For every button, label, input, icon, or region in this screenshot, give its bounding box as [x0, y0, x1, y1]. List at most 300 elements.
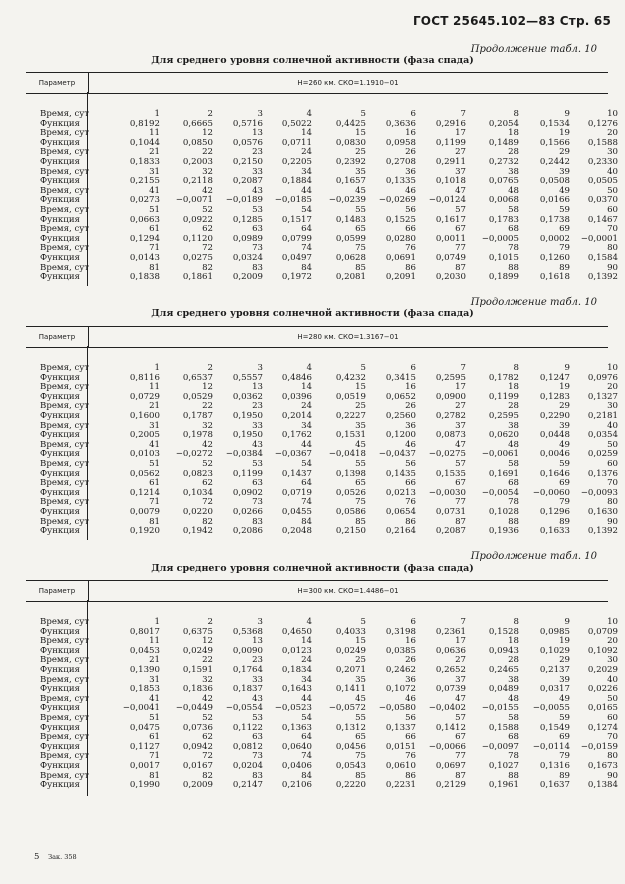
table-cell: 0,2164: [385, 526, 416, 537]
table-cell: 0,1643: [281, 684, 312, 695]
table-cell: 0,0640: [281, 741, 312, 752]
table-cell: 14: [301, 382, 312, 393]
table-cell: 0,1435: [385, 468, 416, 479]
table-cell: 46: [405, 439, 416, 450]
table-cell: 0,2911: [435, 156, 466, 167]
table-cell: 0,0719: [281, 487, 312, 498]
table-cell: 0,0543: [335, 760, 366, 771]
table-cell: 0,0213: [385, 487, 416, 498]
table-cell: 63: [252, 478, 263, 489]
table-row: [40, 780, 618, 791]
table-cell: 65: [355, 224, 366, 235]
table-cell: 75: [355, 497, 366, 508]
table-cell: 0,1534: [539, 118, 570, 129]
table-cell: 24: [301, 147, 312, 158]
table-row: [40, 272, 618, 283]
table-cell: 0,1517: [281, 214, 312, 225]
table-cell: 0,0562: [129, 468, 160, 479]
table-cell: 0,0765: [488, 176, 519, 187]
continuation-note: Продолжение табл. 10: [470, 44, 597, 55]
row-label: Функция: [40, 684, 80, 695]
table-cell: 9: [564, 109, 570, 119]
table-cell: 34: [301, 166, 312, 177]
row-label: Функция: [40, 410, 80, 421]
row-label: Время, сут: [40, 497, 90, 508]
table-cell: 0,1260: [539, 252, 570, 263]
table-cell: 0,1834: [281, 664, 312, 675]
table-cell: 0,4232: [335, 372, 366, 383]
table-cell: 9: [564, 363, 570, 373]
table-cell: 0,1027: [488, 760, 519, 771]
table-cell: 69: [559, 224, 570, 235]
row-label: Время, сут: [40, 401, 90, 412]
table-cell: 0,0976: [587, 372, 618, 383]
table-cell: 82: [202, 516, 213, 527]
table-cell: 67: [455, 478, 466, 489]
table-cell: 2: [207, 363, 213, 373]
table-cell: 70: [607, 732, 618, 743]
table-cell: 0,1691: [488, 468, 519, 479]
row-label: Время, сут: [40, 712, 90, 723]
table-cell: 0,0958: [385, 137, 416, 148]
table-cell: −0,0114: [532, 741, 570, 752]
table-cell: 89: [559, 516, 570, 527]
table-cell: 26: [405, 401, 416, 412]
table-cell: 62: [202, 732, 213, 743]
table-cell: 87: [455, 770, 466, 781]
table-cell: 39: [559, 420, 570, 431]
table-cell: 12: [202, 128, 213, 139]
row-label: Время, сут: [40, 243, 90, 254]
table-cell: 0,1337: [385, 722, 416, 733]
table-cell: −0,0097: [481, 741, 519, 752]
table-cell: 0,1029: [539, 645, 570, 656]
row-label: Функция: [40, 760, 80, 771]
table-cell: 1: [154, 617, 160, 627]
table-cell: 0,2087: [435, 526, 466, 537]
table-cell: 77: [455, 497, 466, 508]
table-cell: 60: [607, 204, 618, 215]
table-cell: 0,6375: [182, 626, 213, 637]
table-cell: 0,2150: [232, 156, 263, 167]
table-cell: 0,0017: [129, 760, 160, 771]
table-cell: 49: [559, 439, 570, 450]
table-cell: 0,1283: [539, 391, 570, 402]
table-cell: 52: [202, 458, 213, 469]
table-cell: 57: [455, 204, 466, 215]
table-cell: 46: [405, 693, 416, 704]
table-cell: 0,2708: [385, 156, 416, 167]
table-cell: 0,2361: [435, 626, 466, 637]
table-cell: −0,0572: [328, 703, 366, 714]
table-cell: 7: [460, 109, 466, 119]
table-cell: 71: [149, 243, 160, 254]
table-cell: 19: [559, 128, 570, 139]
table-cell: 70: [607, 478, 618, 489]
table-cell: 0,1535: [435, 468, 466, 479]
table-cell: 0,1838: [129, 272, 160, 283]
table-cell: 0,1588: [587, 137, 618, 148]
table-cell: 0,1199: [232, 468, 263, 479]
table-cell: 0,1787: [182, 410, 213, 421]
table-cell: 0,0273: [129, 195, 160, 206]
row-label: Время, сут: [40, 732, 90, 743]
table-cell: 0,1390: [129, 664, 160, 675]
table-cell: 4: [306, 363, 312, 373]
table-cell: 0,5716: [232, 118, 263, 129]
table-cell: 0,0697: [435, 760, 466, 771]
table-cell: 0,2106: [281, 780, 312, 791]
table-cell: 30: [607, 147, 618, 158]
table-cell: 45: [355, 693, 366, 704]
table-cell: 0,2005: [129, 430, 160, 441]
table-cell: 0,4033: [335, 626, 366, 637]
table-cell: 0,0636: [435, 645, 466, 656]
table-cell: 44: [301, 439, 312, 450]
table-cell: 0,0620: [488, 430, 519, 441]
table-cell: 36: [405, 420, 416, 431]
table-cell: 0,0406: [281, 760, 312, 771]
table-cell: 0,2231: [385, 780, 416, 791]
table-cell: 0,0529: [182, 391, 213, 402]
row-label: Время, сут: [40, 674, 90, 685]
table-cell: 82: [202, 770, 213, 781]
table-cell: 22: [202, 655, 213, 666]
table-cell: 48: [508, 693, 519, 704]
table-cell: 66: [405, 732, 416, 743]
table-cell: 74: [301, 751, 312, 762]
table-cell: 0,1335: [385, 176, 416, 187]
table-cell: 24: [301, 401, 312, 412]
table-cell: 90: [607, 770, 618, 781]
table-cell: 73: [252, 243, 263, 254]
table-cell: 17: [455, 636, 466, 647]
table-cell: 58: [508, 204, 519, 215]
row-label: Время, сут: [40, 185, 90, 196]
table-cell: 0,1199: [435, 137, 466, 148]
table-cell: 31: [149, 166, 160, 177]
table-cell: 69: [559, 732, 570, 743]
table-cell: 30: [607, 401, 618, 412]
table-cell: 0,1294: [129, 233, 160, 244]
table-cell: 0,2009: [232, 272, 263, 283]
table-cell: 69: [559, 478, 570, 489]
row-label: Функция: [40, 626, 80, 637]
table-cell: −0,0066: [428, 741, 466, 752]
table-cell: 54: [301, 204, 312, 215]
table-cell: 63: [252, 732, 263, 743]
table-cell: 43: [252, 693, 263, 704]
table-cell: 52: [202, 712, 213, 723]
table-cell: 0,1467: [587, 214, 618, 225]
table-cell: 0,0497: [281, 252, 312, 263]
row-label: Время, сут: [40, 147, 90, 158]
altitude-header: H=280 км. СКО=1.3167−01: [297, 333, 399, 341]
table-cell: 0,2137: [539, 664, 570, 675]
table-cell: 25: [355, 401, 366, 412]
table-cell: 0,0663: [129, 214, 160, 225]
table-cell: 0,1044: [129, 137, 160, 148]
table-cell: 0,1920: [129, 526, 160, 537]
table-cell: 79: [559, 497, 570, 508]
table-cell: 0,1363: [281, 722, 312, 733]
table-cell: 0,1591: [182, 664, 213, 675]
table-cell: 0,1588: [488, 722, 519, 733]
table-cell: 65: [355, 732, 366, 743]
altitude-header: H=260 км. СКО=1.1910−01: [297, 79, 399, 87]
table-cell: −0,0239: [328, 195, 366, 206]
row-label: Время, сут: [40, 128, 90, 139]
row-label: Время, сут: [40, 420, 90, 431]
table-cell: 61: [149, 732, 160, 743]
table-cell: 0,0090: [232, 645, 263, 656]
table-cell: 70: [607, 224, 618, 235]
row-label: Время, сут: [40, 478, 90, 489]
table-cell: 0,1861: [182, 272, 213, 283]
table-cell: 0,1122: [232, 722, 263, 733]
table-cell: 0,2595: [488, 410, 519, 421]
table-cell: 0,1584: [587, 252, 618, 263]
table-cell: 71: [149, 751, 160, 762]
table-cell: 0,0599: [335, 233, 366, 244]
table-cell: 12: [202, 382, 213, 393]
table-cell: 15: [355, 128, 366, 139]
table-cell: 55: [355, 458, 366, 469]
table-cell: 0,1549: [539, 722, 570, 733]
table-cell: 0,1942: [182, 526, 213, 537]
table-cell: 88: [508, 770, 519, 781]
table-cell: 5: [360, 617, 366, 627]
table-cell: 74: [301, 497, 312, 508]
table-cell: 0,1617: [435, 214, 466, 225]
table-cell: 0,1836: [182, 684, 213, 695]
table-cell: 90: [607, 262, 618, 273]
table-cell: 28: [508, 401, 519, 412]
table-cell: 0,0736: [182, 722, 213, 733]
table-cell: 0,2205: [281, 156, 312, 167]
table-cell: 38: [508, 420, 519, 431]
table-header: [26, 72, 608, 94]
table-cell: 0,0900: [435, 391, 466, 402]
table-cell: 16: [405, 128, 416, 139]
table-cell: 0,1199: [488, 391, 519, 402]
table-cell: 0,0823: [182, 468, 213, 479]
table-cell: 0,1247: [539, 372, 570, 383]
table-cell: 84: [301, 516, 312, 527]
table-cell: 0,0456: [335, 741, 366, 752]
table-cell: 0,0942: [182, 741, 213, 752]
table-cell: 16: [405, 636, 416, 647]
table-cell: 47: [455, 185, 466, 196]
table-cell: 0,1978: [182, 430, 213, 441]
table-cell: 11: [149, 636, 160, 647]
table-cell: 2: [207, 617, 213, 627]
table-cell: 0,2087: [232, 176, 263, 187]
table-cell: 0,2595: [435, 372, 466, 383]
table-cell: 0,1034: [182, 487, 213, 498]
table-cell: 0,2054: [488, 118, 519, 129]
table-cell: −0,0030: [428, 487, 466, 498]
table-cell: 60: [607, 712, 618, 723]
table-cell: −0,0060: [532, 487, 570, 498]
table-cell: 50: [607, 693, 618, 704]
table-cell: 0,0266: [232, 506, 263, 517]
row-label: Время, сут: [40, 204, 90, 215]
table-cell: 6: [410, 363, 416, 373]
continuation-note: Продолжение табл. 10: [470, 551, 597, 562]
table-cell: 68: [508, 224, 519, 235]
table-cell: 5: [360, 363, 366, 373]
table-cell: 0,1600: [129, 410, 160, 421]
table-cell: 59: [559, 458, 570, 469]
table-cell: 0,0143: [129, 252, 160, 263]
table-cell: −0,0055: [532, 703, 570, 714]
table-cell: 0,1950: [232, 430, 263, 441]
table-cell: 0,1630: [587, 506, 618, 517]
table-cell: 0,1072: [385, 684, 416, 695]
table-cell: 42: [202, 439, 213, 450]
table-cell: 84: [301, 262, 312, 273]
table-row: [40, 526, 618, 537]
row-label: Функция: [40, 118, 80, 129]
table-cell: 25: [355, 655, 366, 666]
table-cell: 72: [202, 243, 213, 254]
param-header: Параметр: [26, 327, 89, 347]
table-cell: 0,3415: [385, 372, 416, 383]
table-cell: 67: [455, 732, 466, 743]
section-title: Для среднего уровня солнечной активности (фаза спада): [151, 55, 474, 66]
table-cell: 0,2118: [182, 176, 213, 187]
table-cell: 0,1285: [232, 214, 263, 225]
table-cell: 35: [355, 166, 366, 177]
table-cell: 0,0985: [539, 626, 570, 637]
table-cell: 8: [513, 363, 519, 373]
row-label: Функция: [40, 780, 80, 791]
table-cell: 0,1899: [488, 272, 519, 283]
table-cell: 15: [355, 382, 366, 393]
table-cell: 38: [508, 674, 519, 685]
table-cell: 0,2290: [539, 410, 570, 421]
table-cell: 35: [355, 420, 366, 431]
table-cell: 51: [149, 458, 160, 469]
table-cell: 0,4846: [281, 372, 312, 383]
row-label: Функция: [40, 645, 80, 656]
table-cell: 0,0220: [182, 506, 213, 517]
table-cell: 83: [252, 262, 263, 273]
table-cell: 59: [559, 204, 570, 215]
table-cell: 24: [301, 655, 312, 666]
table-cell: 49: [559, 185, 570, 196]
table-cell: 89: [559, 770, 570, 781]
section-title: Для среднего уровня солнечной активности (фаза спада): [151, 563, 474, 574]
table-cell: 7: [460, 617, 466, 627]
table-cell: 0,0165: [587, 703, 618, 714]
continuation-note: Продолжение табл. 10: [470, 297, 597, 308]
table-cell: 20: [607, 636, 618, 647]
row-label: Функция: [40, 526, 80, 537]
table-cell: 20: [607, 382, 618, 393]
row-label: Время, сут: [40, 166, 90, 177]
table-cell: 50: [607, 185, 618, 196]
table-cell: 0,0576: [232, 137, 263, 148]
table-cell: 26: [405, 147, 416, 158]
table-cell: −0,0061: [481, 449, 519, 460]
table-cell: 81: [149, 516, 160, 527]
table-cell: 63: [252, 224, 263, 235]
table-cell: 49: [559, 693, 570, 704]
table-cell: 0,0739: [435, 684, 466, 695]
table-cell: −0,0275: [428, 449, 466, 460]
table-cell: 0,0749: [435, 252, 466, 263]
table-cell: 1: [154, 109, 160, 119]
table-cell: 18: [508, 128, 519, 139]
table-cell: 0,0324: [232, 252, 263, 263]
table-cell: 55: [355, 712, 366, 723]
table-cell: 41: [149, 185, 160, 196]
data-table: [40, 617, 618, 791]
table-cell: 25: [355, 147, 366, 158]
row-label: Время, сут: [40, 617, 90, 627]
table-cell: 33: [252, 166, 263, 177]
table-cell: 26: [405, 655, 416, 666]
table-cell: 76: [405, 751, 416, 762]
table-cell: 0,2462: [385, 664, 416, 675]
table-cell: 0,0453: [129, 645, 160, 656]
table-cell: 0,0280: [385, 233, 416, 244]
table-cell: 75: [355, 751, 366, 762]
table-cell: 0,0396: [281, 391, 312, 402]
table-cell: 0,0475: [129, 722, 160, 733]
table-cell: 0,0628: [335, 252, 366, 263]
row-label: Функция: [40, 176, 80, 187]
table-cell: −0,0054: [481, 487, 519, 498]
row-label: Функция: [40, 195, 80, 206]
table-cell: −0,0159: [580, 741, 618, 752]
table-cell: 15: [355, 636, 366, 647]
table-cell: −0,0185: [274, 195, 312, 206]
table-cell: 37: [455, 420, 466, 431]
table-cell: 0,1525: [385, 214, 416, 225]
table-cell: 77: [455, 751, 466, 762]
table-cell: 0,8017: [129, 626, 160, 637]
page-footer: [34, 852, 77, 862]
table-cell: 0,0812: [232, 741, 263, 752]
table-cell: 0,1316: [539, 760, 570, 771]
table-cell: 0,1437: [281, 468, 312, 479]
table-cell: 0,1782: [488, 372, 519, 383]
row-label: Функция: [40, 214, 80, 225]
table-cell: 30: [607, 655, 618, 666]
table-cell: 0,1489: [488, 137, 519, 148]
table-cell: 0,0204: [232, 760, 263, 771]
table-cell: −0,0402: [428, 703, 466, 714]
table-cell: 0,1483: [335, 214, 366, 225]
table-cell: 90: [607, 516, 618, 527]
table-cell: 84: [301, 770, 312, 781]
table-cell: 0,2029: [587, 664, 618, 675]
table-cell: 0,2181: [587, 410, 618, 421]
table-cell: 14: [301, 128, 312, 139]
row-label: Функция: [40, 664, 80, 675]
table-cell: 3: [257, 617, 263, 627]
table-cell: 51: [149, 712, 160, 723]
table-cell: 22: [202, 401, 213, 412]
table-cell: 43: [252, 185, 263, 196]
table-cell: 41: [149, 693, 160, 704]
table-cell: 62: [202, 478, 213, 489]
table-cell: 0,0317: [539, 684, 570, 695]
table-cell: 31: [149, 420, 160, 431]
